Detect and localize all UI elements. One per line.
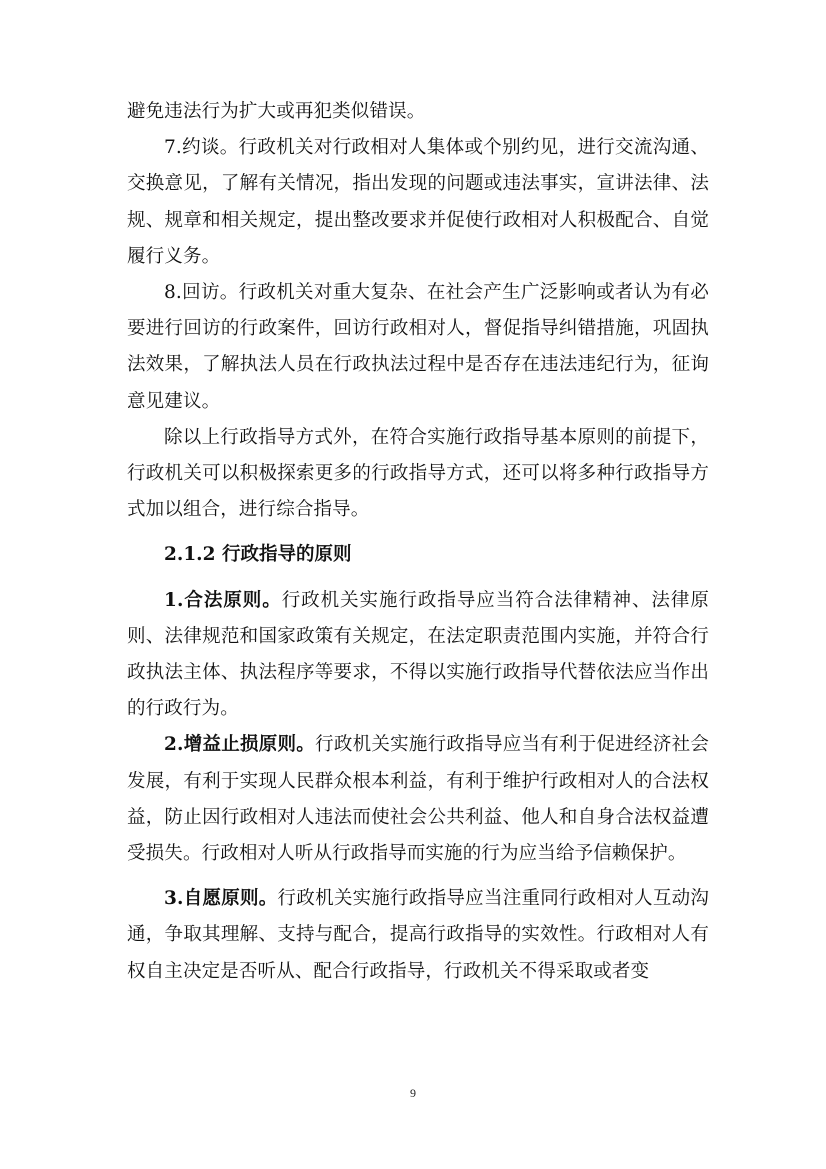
paragraph-continuation: 避免违法行为扩大或再犯类似错误。	[127, 101, 426, 122]
principle-voluntary-text: 行政机关实施行政指导应当注重同行政相对人互动沟通，争取其理解、支持与配合，提高行政指导的实效性。行政相对人有权自主决定是否听从、配合行政指导，行政机关不得采取或者变	[127, 888, 709, 982]
principle-voluntary-title: 3.自愿原则。	[164, 888, 278, 910]
section-heading: 2.1.2 行政指导的原则	[164, 544, 352, 566]
paragraph-other-methods: 除以上行政指导方式外，在符合实施行政指导基本原则的前提下，行政机关可以积极探索更多的行政指导方式，还可以将多种行政指导方式加以组合，进行综合指导。	[127, 426, 709, 521]
page-number: 9	[410, 1086, 416, 1100]
paragraph-interview: 7.约谈。行政机关对行政相对人集体或个别约见，进行交流沟通、交换意见，了解有关情况，指出发现的问题或违法事实，宣讲法律、法规、规章和相关规定，提出整改要求并促使行政相对人积极配合、自觉履行义务。	[127, 137, 709, 267]
paragraph-revisit: 8.回访。行政机关对重大复杂、在社会产生广泛影响或者认为有必要进行回访的行政案件，回访行政相对人，督促指导纠错措施，巩固执法效果，了解执法人员在行政执法过程中是否存在违法违纪行为，征询意见建议。	[127, 282, 709, 412]
principle-voluntary	[127, 881, 709, 990]
principle-benefit-text: 行政机关实施行政指导应当有利于促进经济社会发展，有利于实现人民群众根本利益，有利于维护行政相对人的合法权益，防止因行政相对人违法而使社会公共利益、他人和自身合法权益遭受损失。行政相对人听从行政指导而实施的行为应当给予信赖保护。	[127, 734, 709, 865]
principle-legal-text: 行政机关实施行政指导应当符合法律精神、法律原则、法律规范和国家政策有关规定，在法定职责范围内实施，并符合行政执法主体、执法程序等要求，不得以实施行政指导代替依法应当作出的行政行为。	[127, 589, 709, 720]
principle-legal	[127, 583, 709, 728]
principle-benefit	[127, 727, 709, 872]
principle-legal-title: 1.合法原则。	[164, 589, 282, 611]
page-body	[127, 94, 709, 990]
principle-benefit-title: 2.增益止损原则。	[164, 734, 316, 756]
